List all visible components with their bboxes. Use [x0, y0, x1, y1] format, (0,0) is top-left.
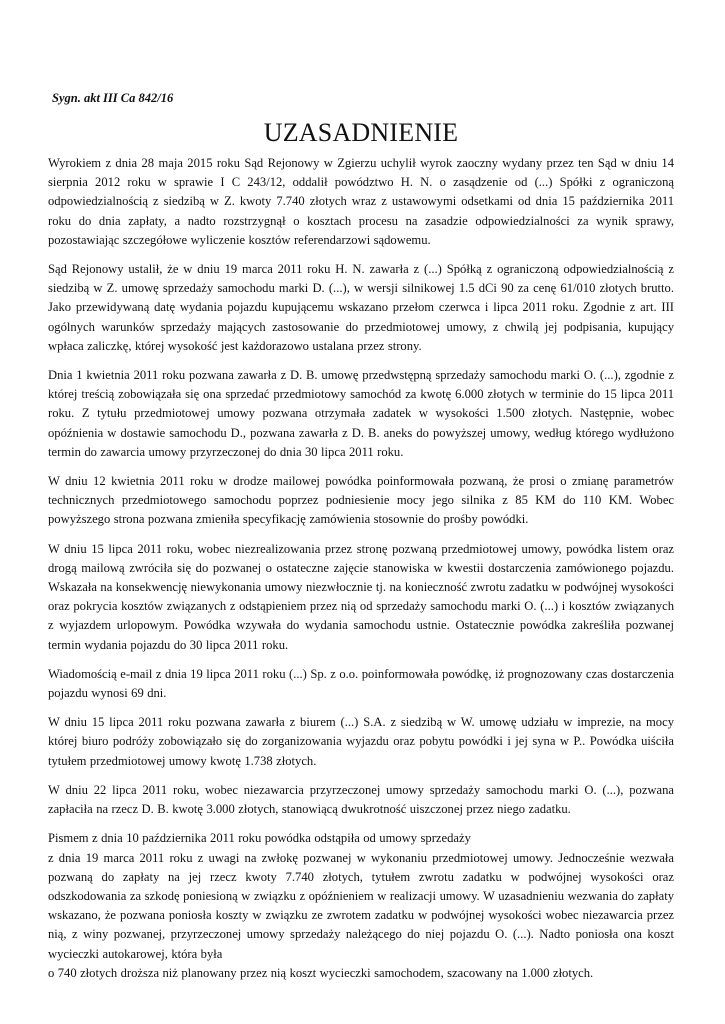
paragraph-7: W dniu 15 lipca 2011 roku pozwana zawarła z biurem (...) S.A. z siedzibą w W. umowę udziału w imprezie, na mocy której biuro podróży zobowiązało się do zorganizowania wyjazdu oraz pobytu powódki i jej syna w P.. Powódka uiściła tytułem przedmiotowej umowy kwotę 1.738 złotych.	[48, 715, 674, 768]
paragraph-9-last-line: o 740 złotych droższa niż planowany przez nią koszt wycieczki samochodem, szacowany na 1.000 złotych.	[48, 965, 594, 980]
paragraph-5: W dniu 15 lipca 2011 roku, wobec niezrealizowania przez stronę pozwaną przedmiotowej umowy, powódka listem oraz drogą mailową zwróciła się do pozwanej o ostateczne zajęcie stanowiska w kwestii dostarczenia zamówionego pojazdu. Wskazała na konsekwencję niewykonania umowy niezwłocznie tj. na konieczność zwrotu zadatku w podwójnej wysokości oraz pokrycia kosztów związanych z odstąpieniem przez nią od sprzedaży samochodu marki O. (...) i kosztów związanych z wyjazdem urlopowym. Powódka wzywała do wydania samochodu ustnie. Ostatecznie powódka zakreśliła pozwanej termin wydania pojazdu do 30 lipca 2011 roku.	[48, 541, 674, 652]
document-page	[48, 88, 674, 993]
case-reference: Sygn. akt III Ca 842/16	[52, 91, 174, 105]
paragraph-2: Sąd Rejonowy ustalił, że w dniu 19 marca 2011 roku H. N. zawarła z (...) Spółką z ograniczoną odpowiedzialnością z siedzibą w Z. umowę sprzedaży samochodu marki D. (...), w wersji silnikowej 1.5 dCi 90 za cenę 61/010 złotych brutto. Jako przewidywaną datę wydania pojazdu kupującemu wskazano przełom czerwca i lipca 2011 roku. Zgodnie z art. III ogólnych warunków sprzedaży mających zastosowanie do przedmiotowej umowy, z chwilą jej podpisania, kupujący wpłaca zaliczkę, której wysokość jest każdorazowo ustalana przez strony.	[48, 262, 674, 353]
paragraph-8: W dniu 22 lipca 2011 roku, wobec niezawarcia przyrzeczonej umowy sprzedaży samochodu marki O. (...), pozwana zapłaciła na rzecz D. B. kwotę 3.000 złotych, stanowiącą dwukrotność uiszczonej przez niego zadatku.	[48, 782, 674, 817]
paragraph-4: W dniu 12 kwietnia 2011 roku w drodze mailowej powódka poinformowała pozwaną, że prosi o zmianę parametrów technicznych przedmiotowego samochodu poprzez podniesienie mocy jego silnika z 85 KM do 110 KM. Wobec powyższego strona pozwana zmieniła specyfikację zamówienia stosownie do prośby powódki.	[48, 474, 674, 527]
document-title: UZASADNIENIE	[263, 118, 459, 147]
paragraph-9-line-1: Pismem z dnia 10 października 2011 roku powódka odstąpiła od umowy sprzedaży	[48, 831, 471, 846]
paragraph-1: Wyrokiem z dnia 28 maja 2015 roku Sąd Rejonowy w Zgierzu uchylił wyrok zaoczny wydany przez ten Sąd w dniu 14 sierpnia 2012 roku w sprawie I C 243/12, oddalił powództwo H. N. o zasądzenie od (...) Spółki z ograniczoną odpowiedzialnością z siedzibą w Z. kwoty 7.740 złotych wraz z ustawowymi odsetkami od dnia 15 października 2011 roku do dnia zapłaty, a nadto rozstrzygnął o kosztach procesu na zasadzie odpowiedzialności za wynik sprawy, pozostawiając szczegółowe wyliczenie kosztów referendarzowi sądowemu.	[48, 156, 674, 247]
paragraph-3: Dnia 1 kwietnia 2011 roku pozwana zawarła z D. B. umowę przedwstępną sprzedaży samochodu marki O. (...), zgodnie z której treścią zobowiązała się ona sprzedać przedmiotowy samochód za kwotę 6.000 złotych w terminie do 15 lipca 2011 roku. Z tytułu przedmiotowej umowy pozwana otrzymała zadatek w wysokości 1.500 złotych. Następnie, wobec opóźnienia w dostawie samochodu D., pozwana zawarła z D. B. aneks do powyższej umowy, według którego wydłużono termin do zawarcia umowy przyrzeczonej do dnia 30 lipca 2011 roku.	[48, 368, 674, 459]
paragraph-9-body: z dnia 19 marca 2011 roku z uwagi na zwłokę pozwanej w wykonaniu przedmiotowej umowy. Jednocześnie wezwała pozwaną do zapłaty na jej rzecz kwoty 7.740 złotych, tytułem zwrotu zadatku w podwójnej wysokości oraz odszkodowania za szkodę poniesioną w związku z opóźnieniem w realizacji umowy. W uzasadnieniu wezwania do zapłaty wskazano, że pozwana poniosła koszty w związku ze zwrotem zadatku w podwójnej wysokości wobec niezawarcia przez nią, z winy pozwanej, przyrzeczonej umowy sprzedaży należącego do niej pojazdu O. (...). Nadto poniosła ona koszt wycieczki autokarowej, która była	[48, 850, 674, 961]
paragraph-6: Wiadomością e-mail z dnia 19 lipca 2011 roku (...) Sp. z o.o. poinformowała powódkę, iż prognozowany czas dostarczenia pojazdu wynosi 69 dni.	[48, 666, 674, 701]
